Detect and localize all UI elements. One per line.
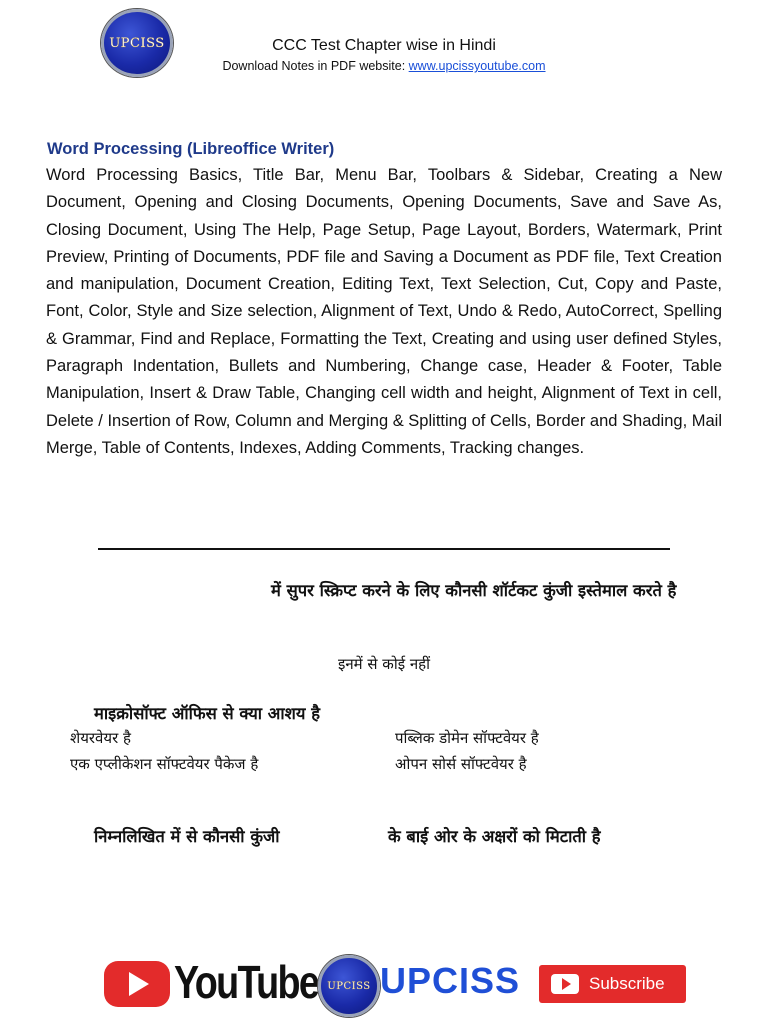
question-1 xyxy=(46,576,722,606)
website-link[interactable]: www.upcissyoutube.com xyxy=(408,59,546,73)
subscribe-button[interactable] xyxy=(539,965,686,1003)
question-1-answer: इनमें से कोई नहीं xyxy=(337,655,431,673)
question-1-text: में सुपर स्क्रिप्ट करने के लिए कौनसी शॉर्टकट कुंजी इस्तेमाल करते है xyxy=(271,581,677,600)
subscribe-label: Subscribe xyxy=(589,974,665,993)
question-2: माइक्रोसॉफ्ट ऑफिस से क्या आशय है xyxy=(94,704,320,723)
youtube-play-icon[interactable] xyxy=(104,961,170,1007)
question-2-option-c: एक एप्लीकेशन सॉफ्टवेयर पैकेज है xyxy=(70,755,259,773)
footer-logo-text: UPCISS xyxy=(327,980,371,992)
youtube-wordmark: YouTube xyxy=(174,956,319,1008)
divider-line xyxy=(98,548,670,550)
page-title: CCC Test Chapter wise in Hindi xyxy=(272,37,496,54)
syllabus-paragraph: Word Processing Basics, Title Bar, Menu Bar, Toolbars & Sidebar, Creating a New Document, Opening and Closing Documents, Opening Documents, Save and Save As, Closing Document, Using The Help, Page Setup, Page Layout, Borders, Watermark, Print Preview, Printing of Documents, PDF file and Saving a Document as PDF file, Text Creation and manipulation, Document Creation, Editing Text, Text Selection, Cut, Copy and Paste, Font, Color, Style and Size selection, Alignment of Text, Undo & Redo, AutoCorrect, Spelling & Grammar, Find and Replace, Formatting the Text, Creating and using user defined Styles, Paragraph Indentation, Bullets and Numbering, Change case, Header & Footer, Table Manipulation, Insert & Draw Table, Changing cell width and height, Alignment of Text in cell, Delete / Insertion of Row, Column and Merging & Splitting of Cells, Border and Shading, Mail Merge, Table of Contents, Indexes, Adding Comments, Tracking changes. xyxy=(46,166,722,457)
download-notes-line xyxy=(0,59,768,73)
question-2-option-a: शेयरवेयर है xyxy=(70,729,131,747)
question-2-option-b: पब्लिक डोमेन सॉफ्टवेयर है xyxy=(395,729,539,747)
upciss-brand: UPCISS xyxy=(380,960,521,1001)
question-3-part-2: के बाई ओर के अक्षरों को मिटाती है xyxy=(388,827,601,846)
subscribe-play-icon xyxy=(551,974,579,994)
section-heading: Word Processing (Libreoffice Writer) xyxy=(47,140,335,158)
question-2-option-d: ओपन सोर्स सॉफ्टवेयर है xyxy=(395,755,527,773)
question-3-part-1: निम्नलिखित में से कौनसी कुंजी xyxy=(94,827,280,846)
logo-text: UPCISS xyxy=(109,35,165,51)
footer-upciss-logo xyxy=(318,955,380,1017)
download-notes-label: Download Notes in PDF website: xyxy=(222,59,409,73)
